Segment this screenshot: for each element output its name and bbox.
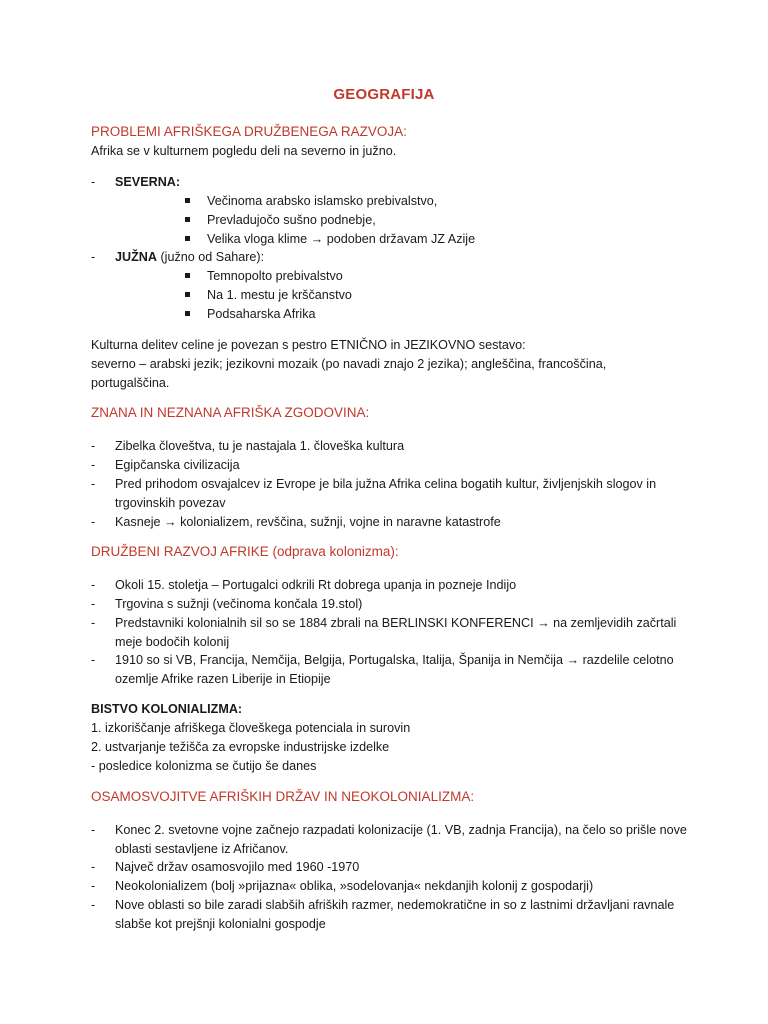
- paragraph-line: severno – arabski jezik; jezikovni mozaik (po navadi znajo 2 jezika); angleščina, francoščina,: [91, 357, 607, 371]
- square-bullet-icon: [185, 311, 190, 316]
- juzna-label: JUŽNA: [115, 250, 157, 264]
- paragraph-line: portugalščina.: [91, 376, 170, 390]
- bullet-text: Temnopolto prebivalstvo: [207, 269, 343, 283]
- section-heading-development: DRUŽBENI RAZVOJ AFRIKE (odprava kolonizma):: [91, 544, 399, 559]
- bullet-text: Na 1. mestu je krščanstvo: [207, 288, 352, 302]
- dash-marker: -: [91, 175, 96, 189]
- square-bullet-icon: [185, 217, 190, 222]
- section-heading-essence: BISTVO KOLONIALIZMA:: [91, 702, 243, 716]
- square-bullet-icon: [185, 273, 190, 278]
- dash-marker: -: [91, 515, 96, 529]
- section-heading-independence: OSAMOSVOJITVE AFRIŠKIH DRŽAV IN NEOKOLONIALIZMA:: [91, 789, 475, 804]
- list-item-text: Nove oblasti so bile zaradi slabših afriških razmer, nedemokratične in so z lastnimi državljani ravnale slabše kot prejšnji kolonialni gospodje: [115, 898, 675, 931]
- dash-marker: -: [91, 898, 96, 912]
- square-bullet-icon: [185, 198, 190, 203]
- list-item-text: Največ držav osamosvojilo med 1960 -1970: [115, 860, 360, 874]
- dash-marker: -: [91, 653, 96, 667]
- bullet-text: Večinoma arabsko islamsko prebivalstvo,: [207, 194, 438, 208]
- list-item-text: Okoli 15. stoletja – Portugalci odkrili Rt dobrega upanja in pozneje Indijo: [115, 578, 517, 592]
- document-title: GEOGRAFIJA: [333, 86, 435, 103]
- numbered-line: 1. izkoriščanje afriškega človeškega potenciala in surovin: [91, 721, 411, 735]
- consequence-line: - posledice kolonizma se čutijo še danes: [91, 759, 317, 773]
- intro-text: Afrika se v kulturnem pogledu deli na severno in južno.: [91, 144, 397, 158]
- dash-marker: -: [91, 860, 96, 874]
- dash-marker: -: [91, 597, 96, 611]
- dash-marker: -: [91, 250, 96, 264]
- list-item-text: 1910 so si VB, Francija, Nemčija, Belgija, Portugalska, Italija, Španija in Nemčija → razdelile celotno ozemlje Afrike razen Liberije in Etiopije: [115, 653, 674, 686]
- square-bullet-icon: [185, 292, 190, 297]
- list-item-text: Neokolonializem (bolj »prijazna« oblika, »sodelovanja« nekdanjih kolonij z gospodarji): [115, 879, 594, 893]
- list-item-text: Egipčanska civilizacija: [115, 458, 240, 472]
- list-item-text: Trgovina s sužnji (večinoma končala 19.stol): [115, 597, 363, 611]
- bullet-text: Podsaharska Afrika: [207, 307, 316, 321]
- dash-marker: -: [91, 616, 96, 630]
- list-item-text: Kasneje → kolonializem, revščina, sužnji, vojne in naravne katastrofe: [115, 515, 501, 529]
- paragraph-line: Kulturna delitev celine je povezan s pestro ETNIČNO in JEZIKOVNO sestavo:: [91, 338, 526, 352]
- list-item-text: Predstavniki kolonialnih sil so se 1884 zbrali na BERLINSKI KONFERENCI → na zemljevidih začrtali meje bodočih kolonij: [115, 616, 677, 649]
- list-item-text: Konec 2. svetovne vojne začnejo razpadati kolonizacije (1. VB, zadnja Francija), na čelo so prišle nove oblasti sestavljene iz Afričanov.: [115, 823, 687, 856]
- list-item-text: Zibelka človeštva, tu je nastajala 1. človeška kultura: [115, 439, 405, 453]
- dash-marker: -: [91, 879, 96, 893]
- numbered-line: 2. ustvarjanje težišča za evropske industrijske izdelke: [91, 740, 390, 754]
- square-bullet-icon: [185, 236, 190, 241]
- dash-marker: -: [91, 458, 96, 472]
- dash-marker: -: [91, 439, 96, 453]
- dash-marker: -: [91, 578, 96, 592]
- section-heading-problems: PROBLEMI AFRIŠKEGA DRUŽBENEGA RAZVOJA:: [91, 124, 407, 139]
- bullet-text: Velika vloga klime → podoben državam JZ Azije: [207, 232, 476, 246]
- list-item-text: Pred prihodom osvajalcev iz Evrope je bila južna Afrika celina bogatih kultur, življenjskih slogov in trgovinskih povezav: [115, 477, 657, 510]
- dash-marker: -: [91, 477, 96, 491]
- dash-marker: -: [91, 823, 96, 837]
- bullet-text: Prevladujočo sušno podnebje,: [207, 213, 376, 227]
- severna-label: SEVERNA:: [115, 175, 181, 189]
- juzna-note: (južno od Sahare):: [156, 250, 265, 264]
- section-heading-history: ZNANA IN NEZNANA AFRIŠKA ZGODOVINA:: [91, 405, 370, 420]
